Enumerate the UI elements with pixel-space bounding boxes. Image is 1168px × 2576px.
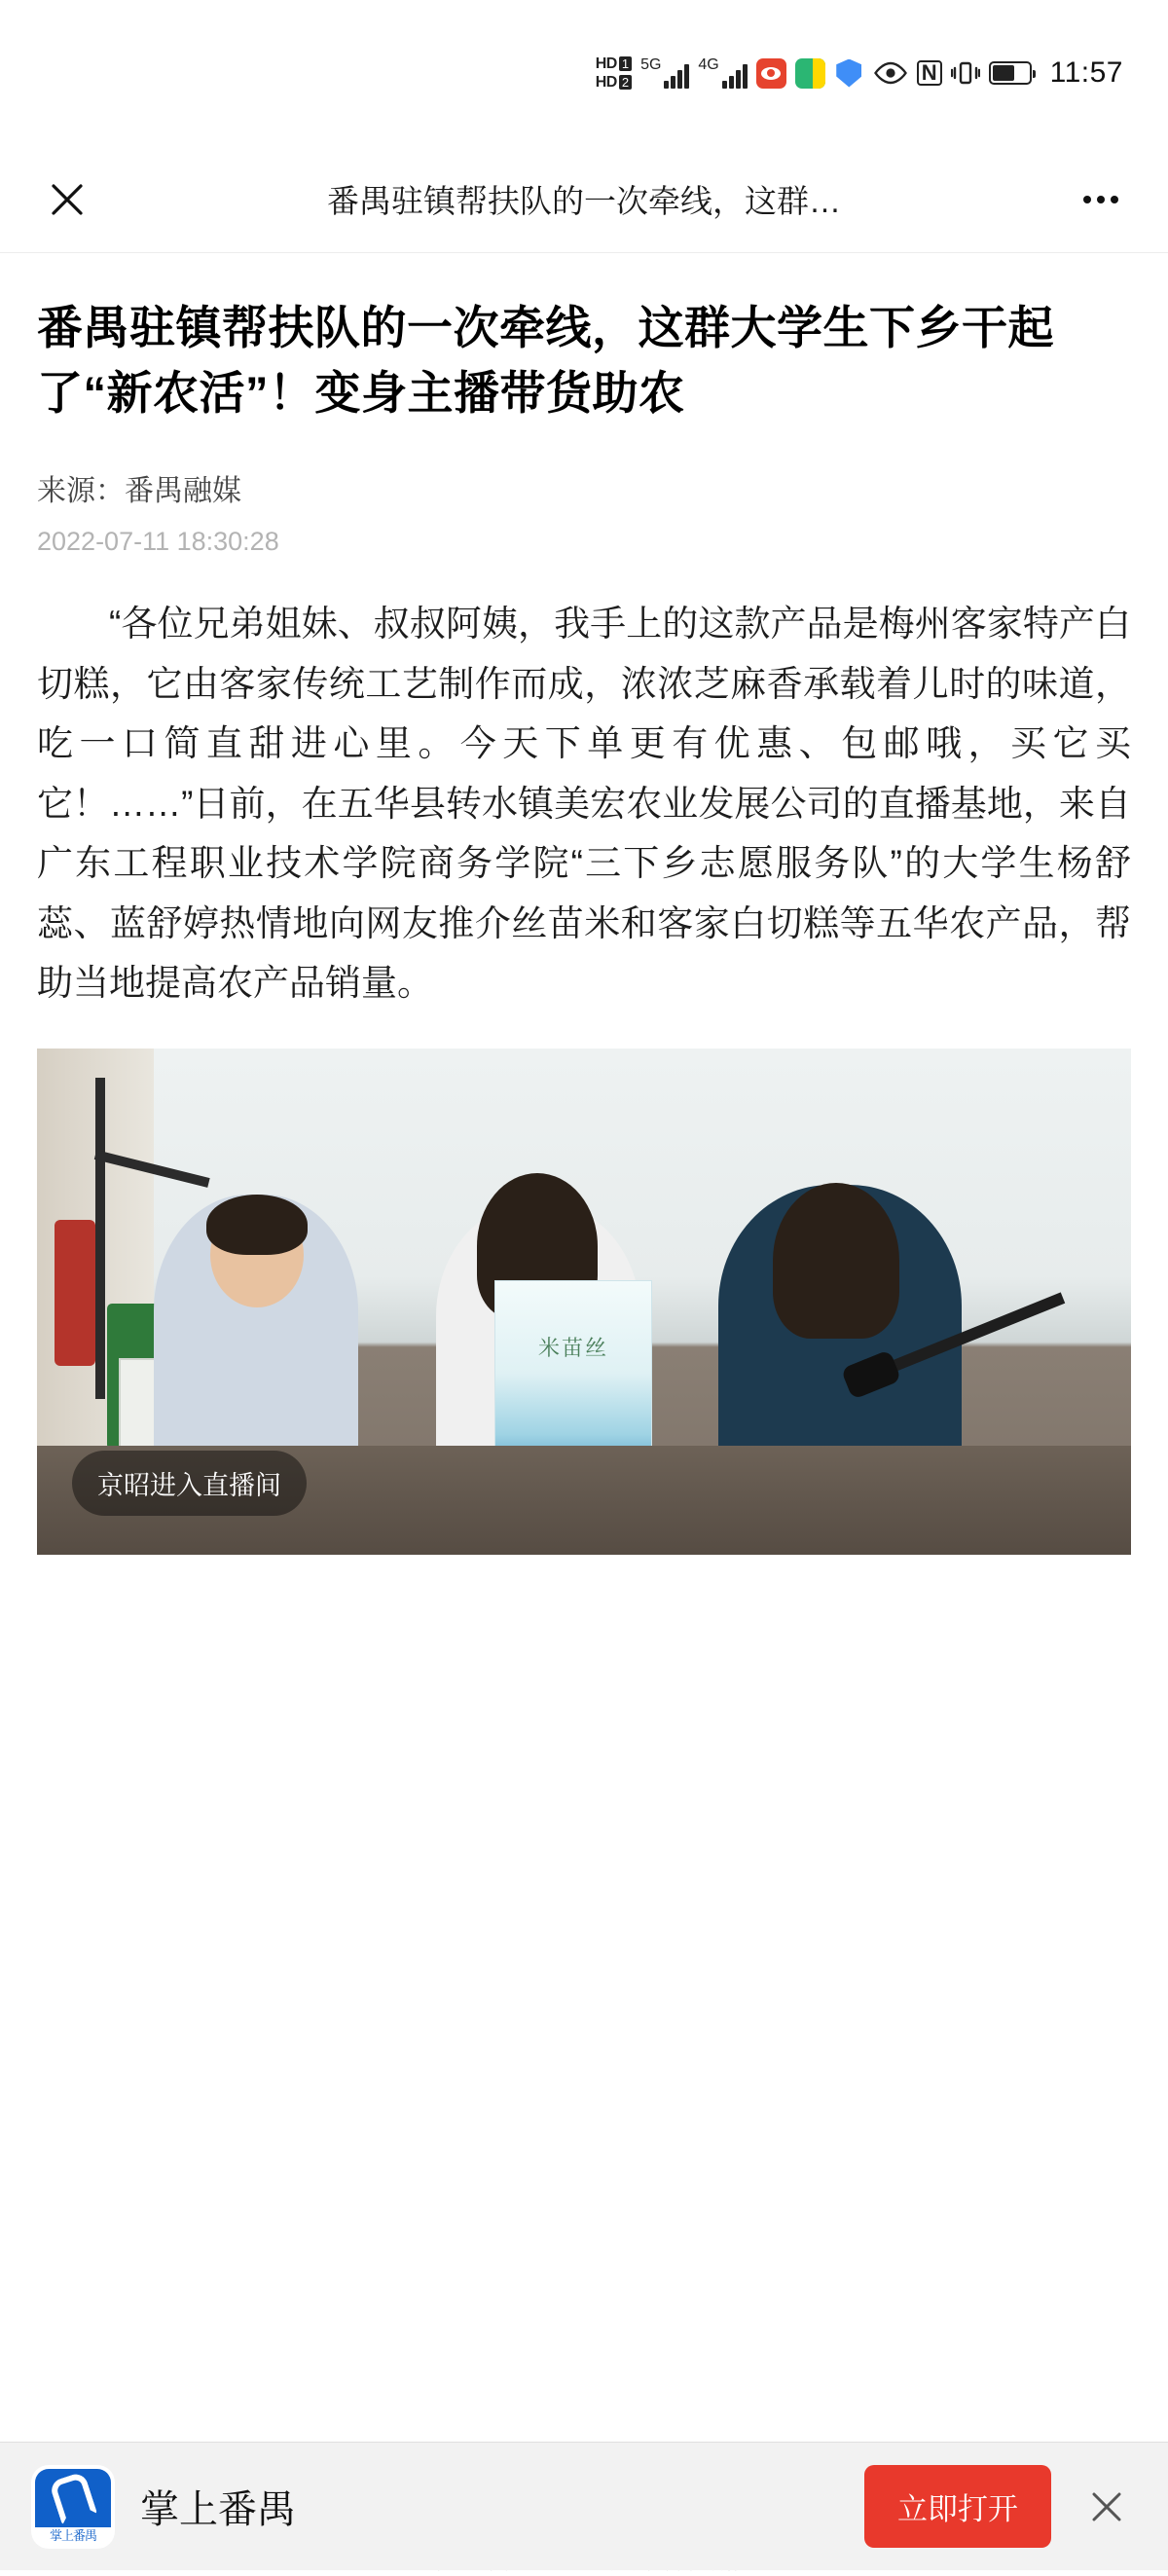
close-icon[interactable] [39, 171, 95, 228]
article-headline: 番禺驻镇帮扶队的一次牵线，这群大学生下乡干起了“新农活”！变身主播带货助农 [37, 302, 1054, 419]
weibo-icon [756, 58, 786, 89]
open-app-button[interactable]: 立即打开 [864, 2465, 1051, 2548]
eye-icon [873, 61, 908, 85]
hd1-number: 1 [619, 56, 632, 71]
article-timestamp: 2022-07-11 18:30:28 [37, 527, 279, 557]
app-green-icon [795, 58, 825, 89]
article-image[interactable] [37, 1049, 1131, 1555]
status-bar-icons [596, 56, 1123, 91]
hd-dual-sim-indicator [596, 56, 632, 91]
nav-bar [0, 146, 1168, 253]
article-source: 来源：番禺融媒 [37, 475, 241, 508]
hd2-icon [596, 75, 632, 91]
hd2-number: 2 [619, 75, 632, 90]
status-bar-clock: 11:57 [1049, 56, 1123, 89]
dismiss-bar-icon[interactable] [1077, 2477, 1137, 2537]
signal-4g-icon [698, 57, 747, 89]
hd2-label: HD [595, 73, 617, 91]
battery-icon [989, 61, 1032, 85]
status-bar [0, 0, 1168, 146]
photo-hair-right [773, 1183, 899, 1339]
page-title: 番禺驻镇帮扶队的一次牵线，这群… [327, 183, 841, 219]
photo-hair-left [206, 1195, 308, 1255]
nfc-icon: N [917, 60, 942, 86]
signal-bars-1 [664, 63, 689, 89]
photo-bottle-red [55, 1220, 95, 1366]
app-name-label: 掌上番禺 [140, 2488, 296, 2531]
hd1-label: HD [595, 55, 617, 72]
app-open-bar [0, 2442, 1168, 2570]
signal-bars-2 [722, 63, 748, 89]
photo-mic-stand [95, 1078, 105, 1399]
signal-4g-label: 4G [698, 56, 719, 73]
vibrate-icon [951, 60, 980, 86]
signal-5g-label: 5G [640, 56, 662, 73]
article-container [0, 296, 1168, 1555]
article-paragraph: “各位兄弟姐妹、叔叔阿姨，我手上的这款产品是梅州客家特产白切糕，它由客家传统工艺制作而成，浓浓芝麻香承载着儿时的味道，吃一口简直甜进心里。今天下单更有优惠、包邮哦，买它买它！……”日前，在五华县转水镇美宏农业发展公司的直播基地，来自广东工程职业技术学院商务学院“三下乡志愿服务队”的大学生杨舒蕊、蓝舒婷热情地向网友推介丝苗米和客家白切糕等五华农产品，帮助当地提高农产品销量。 [37, 604, 1131, 1003]
signal-5g-icon [640, 57, 689, 89]
live-room-badge[interactable]: 京昭进入直播间 [72, 1451, 307, 1516]
app-logo-brand: 掌上番禺 [49, 2527, 96, 2543]
product-package-label: 米苗丝 [537, 1336, 608, 1361]
hd1-icon [596, 56, 632, 72]
app-logo-icon [31, 2465, 115, 2549]
more-options-icon[interactable] [1073, 171, 1129, 228]
shield-icon [834, 58, 864, 89]
